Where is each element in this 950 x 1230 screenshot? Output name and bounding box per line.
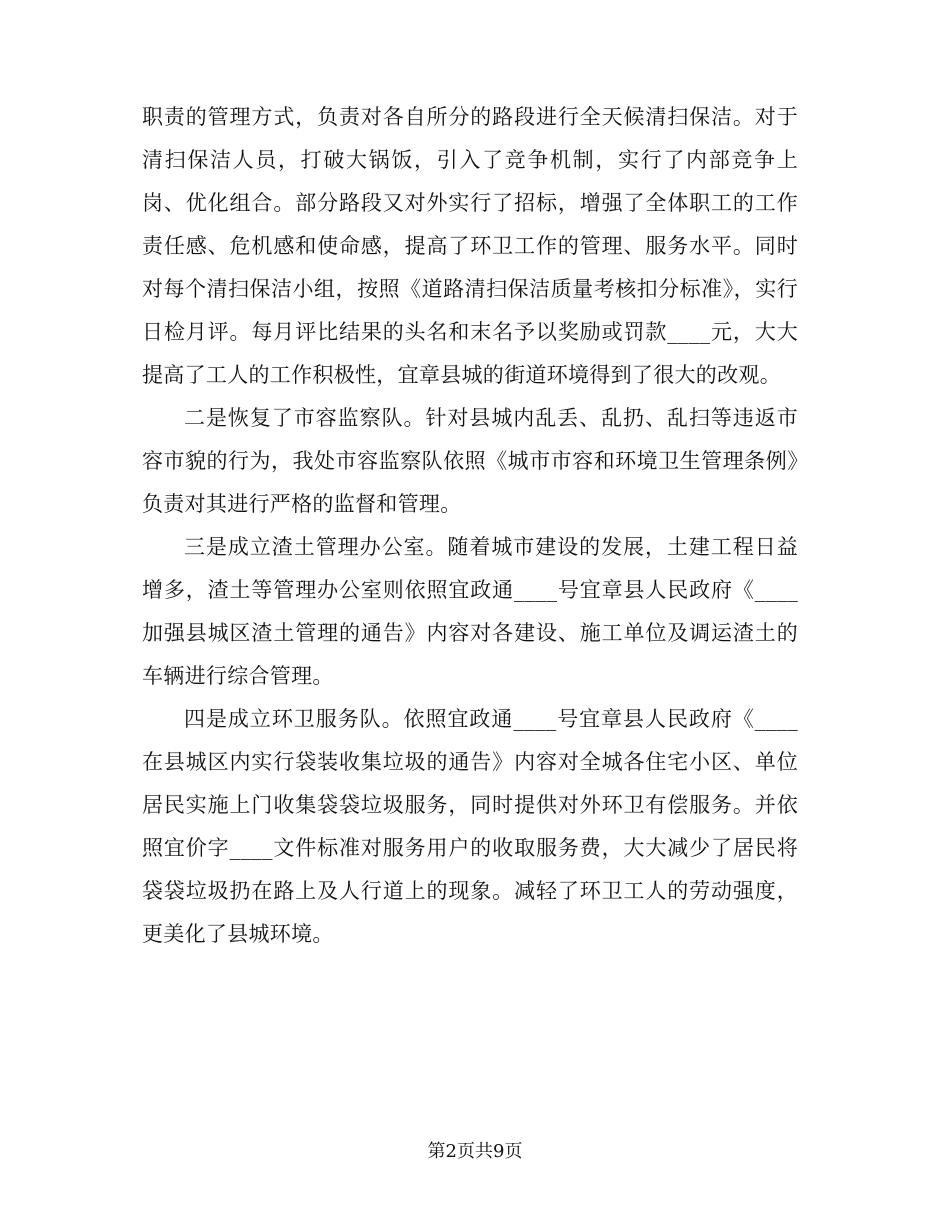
document-body xyxy=(142,96,798,956)
paragraph-2: 二是恢复了市容监察队。针对县城内乱丢、乱扔、乱扫等违返市容市貌的行为，我处市容监察队依照《城市市容和环境卫生管理条例》负责对其进行严格的监督和管理。 xyxy=(142,406,798,516)
page-number: 第2页共9页 xyxy=(427,1141,523,1162)
paragraph-3: 三是成立渣土管理办公室。随着城市建设的发展，土建工程日益增多，渣土等管理办公室则依照宜政通____号宜章县人民政府《____加强县城区渣土管理的通告》内容对各建设、施工单位及调运渣土的车辆进行综合管理。 xyxy=(142,535,798,688)
paragraph-1: 职责的管理方式，负责对各自所分的路段进行全天候清扫保洁。对于清扫保洁人员，打破大锅饭，引入了竞争机制，实行了内部竞争上岗、优化组合。部分路段又对外实行了招标，增强了全体职工的工作责任感、危机感和使命感，提高了环卫工作的管理、服务水平。同时对每个清扫保洁小组，按照《道路清扫保洁质量考核扣分标准》，实行日检月评。每月评比结果的头名和末名予以奖励或罚款____元，大大提高了工人的工作积极性，宜章县城的街道环境得到了很大的改观。 xyxy=(142,105,798,387)
paragraph-4: 四是成立环卫服务队。依照宜政通____号宜章县人民政府《____在县城区内实行袋装收集垃圾的通告》内容对全城各住宅小区、单位居民实施上门收集袋袋垃圾服务，同时提供对外环卫有偿服务。并依照宜价字____文件标准对服务用户的收取服务费，大大减少了居民将袋袋垃圾扔在路上及人行道上的现象。减轻了环卫工人的劳动强度，更美化了县城环境。 xyxy=(142,707,798,946)
